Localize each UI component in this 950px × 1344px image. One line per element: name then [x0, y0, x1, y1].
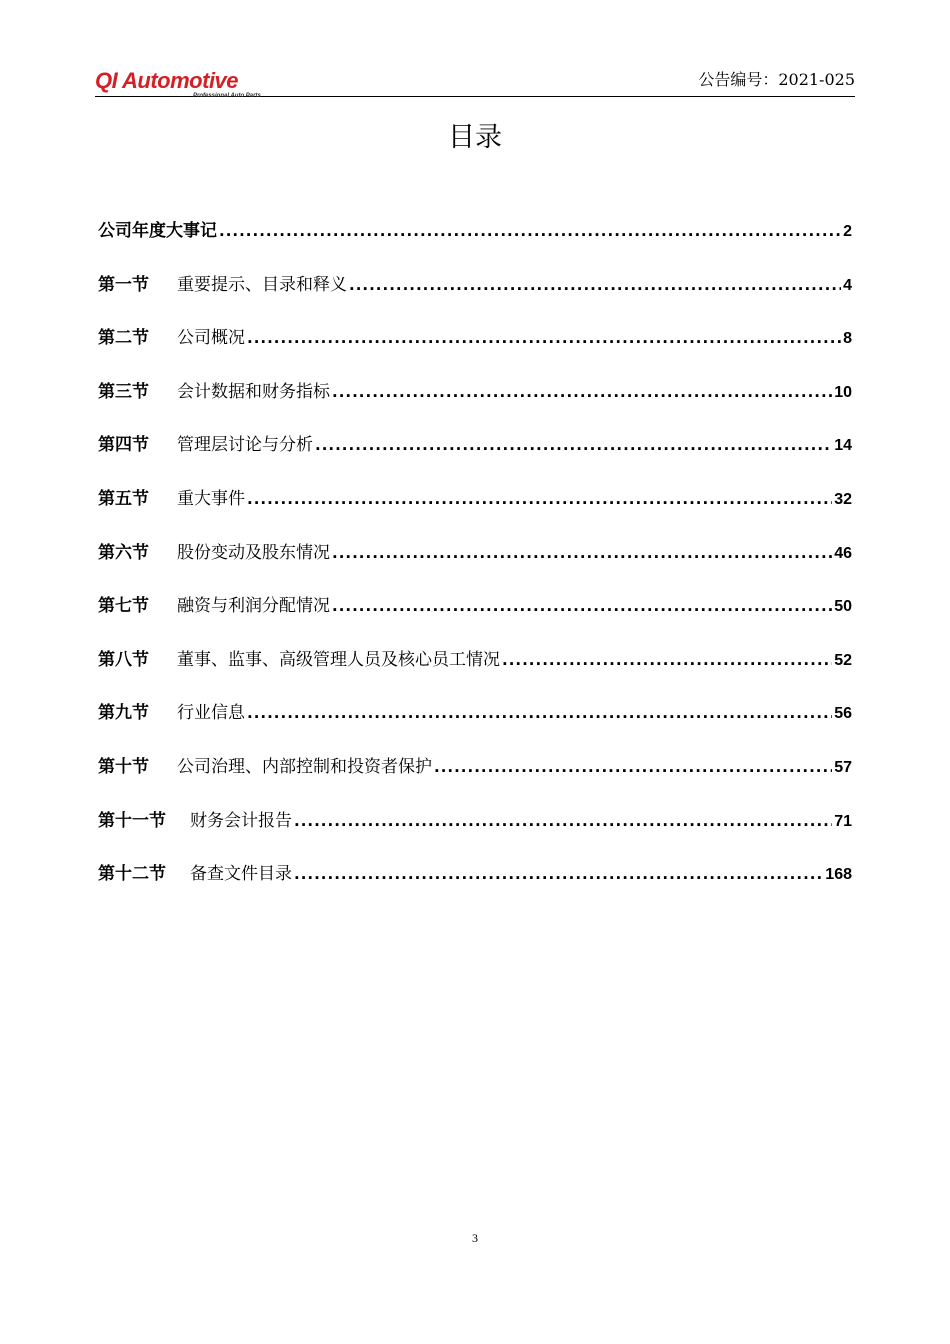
toc-entry-page: 2 — [843, 223, 852, 240]
toc-entry-name: 管理层讨论与分析 — [177, 435, 313, 456]
toc-entry-name: 行业信息 — [177, 703, 245, 724]
toc-entry-section-10[interactable] — [98, 751, 852, 805]
toc-entry-section: 第七节 — [98, 596, 149, 617]
toc-entry-page: 14 — [834, 437, 852, 455]
toc-entry-section-12[interactable] — [98, 858, 852, 912]
table-of-contents — [98, 215, 852, 912]
toc-entry-page: 10 — [834, 383, 852, 401]
toc-entry-name: 公司治理、内部控制和投资者保护 — [177, 756, 432, 777]
toc-entry-page: 32 — [834, 490, 852, 508]
toc-entry-page: 168 — [825, 866, 852, 884]
page-header — [95, 66, 855, 97]
toc-dot-leader — [434, 751, 832, 783]
toc-entry-section: 第二节 — [98, 328, 149, 349]
toc-entry-section: 第九节 — [98, 703, 149, 724]
toc-entry-page: 50 — [834, 598, 852, 616]
toc-dot-leader — [294, 858, 823, 890]
toc-entry-section: 第一节 — [98, 274, 149, 295]
toc-entry-page: 57 — [834, 758, 852, 776]
toc-entry-page: 8 — [843, 330, 852, 348]
toc-dot-leader — [332, 590, 832, 622]
toc-entry-section-2[interactable] — [98, 322, 852, 376]
toc-dot-leader — [294, 805, 832, 837]
toc-dot-leader — [247, 483, 832, 515]
toc-entry-name: 财务会计报告 — [190, 810, 292, 831]
page-number: 3 — [472, 1231, 478, 1245]
toc-entry-section-6[interactable] — [98, 537, 852, 591]
toc-dot-leader — [315, 429, 832, 461]
toc-entry-section: 第八节 — [98, 649, 149, 670]
notice-number: 公告编号：2021-025 — [698, 70, 855, 89]
toc-entry-page: 52 — [834, 651, 852, 669]
toc-entry-section-8[interactable] — [98, 644, 852, 698]
toc-dot-leader — [247, 697, 832, 729]
toc-entry-page: 46 — [834, 544, 852, 562]
toc-entry-name: 公司年度大事记 — [98, 221, 217, 241]
toc-entry-page: 4 — [843, 276, 852, 294]
logo-tagline: Professional Auto Parts — [193, 93, 261, 99]
toc-entry-section: 第五节 — [98, 488, 149, 509]
toc-entry-name: 股份变动及股东情况 — [177, 542, 330, 563]
toc-entry-section: 第六节 — [98, 542, 149, 563]
toc-entry-name: 公司概况 — [177, 328, 245, 349]
toc-dot-leader — [332, 537, 832, 569]
toc-entry-name: 融资与利润分配情况 — [177, 596, 330, 617]
company-logo — [95, 70, 285, 98]
toc-entry-name: 备查文件目录 — [190, 864, 292, 885]
toc-entry-section: 第十一节 — [98, 810, 166, 831]
toc-dot-leader — [332, 376, 832, 408]
toc-entry-section-11[interactable] — [98, 805, 852, 859]
toc-entry-section-7[interactable] — [98, 590, 852, 644]
toc-entry-annual-events[interactable] — [98, 215, 852, 269]
toc-entry-section-5[interactable] — [98, 483, 852, 537]
toc-entry-name: 会计数据和财务指标 — [177, 381, 330, 402]
page-title: 目录 — [448, 122, 502, 153]
toc-entry-section: 第十节 — [98, 756, 149, 777]
toc-entry-section-1[interactable] — [98, 269, 852, 323]
toc-entry-section-9[interactable] — [98, 697, 852, 751]
toc-entry-name: 重大事件 — [177, 488, 245, 509]
toc-dot-leader — [502, 644, 832, 676]
logo-wordmark: QI Automotive — [95, 68, 239, 93]
toc-entry-section: 第十二节 — [98, 864, 166, 885]
toc-dot-leader — [247, 322, 841, 354]
toc-entry-section: 第三节 — [98, 381, 149, 402]
toc-entry-section: 第四节 — [98, 435, 149, 456]
toc-entry-page: 71 — [834, 812, 852, 830]
toc-dot-leader — [349, 269, 841, 301]
toc-dot-leader — [219, 215, 841, 247]
toc-entry-name: 重要提示、目录和释义 — [177, 274, 347, 295]
toc-entry-page: 56 — [834, 705, 852, 723]
toc-entry-section-3[interactable] — [98, 376, 852, 430]
toc-entry-name: 董事、监事、高级管理人员及核心员工情况 — [177, 649, 500, 670]
toc-entry-section-4[interactable] — [98, 429, 852, 483]
